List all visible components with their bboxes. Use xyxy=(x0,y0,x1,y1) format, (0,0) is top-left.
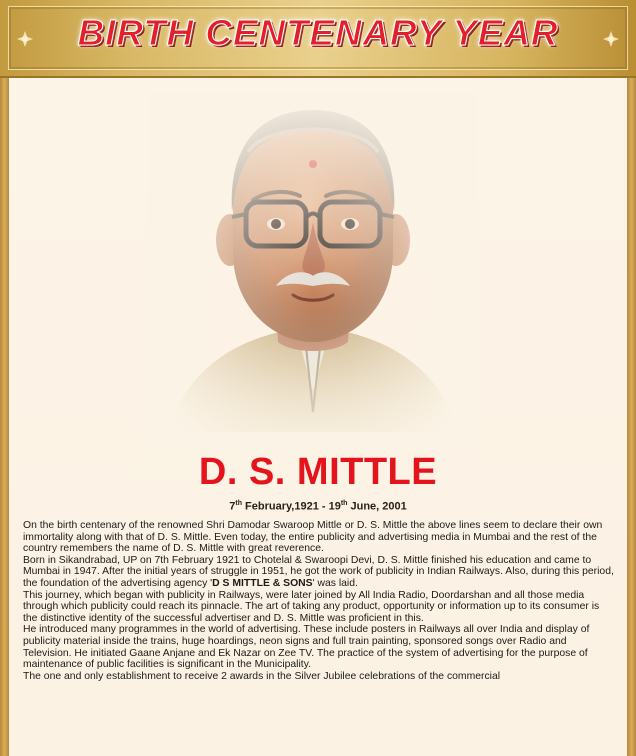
paragraph-2-end: ' was laid. xyxy=(312,577,358,589)
paragraph-4: He introduced many programmes in the world of advertising. These include posters in Railways all over India and display of publicity material inside the trains, huge hoardings, neon signs and full train painting, sponsored songs over Radio and Television. He initiated Gaane Anjane and Ek Nazar on Zee TV. The practice of the system of advertising for the purpose of maintenance of public facilities is significant in the Municipality. xyxy=(23,624,590,671)
person-name: D. S. MITTLE xyxy=(198,451,438,493)
birth-suffix: th xyxy=(235,500,242,507)
left-border xyxy=(0,78,9,756)
paragraph-2-text: Born in Sikandrabad, UP on 7th February 1921 to Chotelal & Swaroopi Devi, D. S. Mittle finished his education and came to Mumbai in 1947. After the initial years of struggle in 1951, he got the work of publicity in Indian Railways. Also, during this period, the foundation of the advertising agency ' xyxy=(23,554,614,589)
paragraph-2 xyxy=(23,555,616,590)
biography-text xyxy=(23,520,616,682)
paragraph-3: This journey, which began with publicity in Railways, were later joined by All India Radio, Doordarshan and all those media through which publicity could reach its pinnacle. The art of taking any product, opportunity or information up to its consumer is the distinctive identity of the successful advertiser and D. S. Mittle was proficient in this. xyxy=(23,589,600,624)
death-rest: June, 2001 xyxy=(347,500,407,513)
portrait-image xyxy=(148,92,478,452)
birth-rest: February,1921 - 19 xyxy=(241,500,341,513)
death-suffix: th xyxy=(340,500,348,507)
agency-name: D S MITTLE & SONS xyxy=(212,577,313,589)
birth-day: 7 xyxy=(229,500,236,513)
paragraph-5: The one and only establishment to receive 2 awards in the Silver Jubilee celebrations of the commercial xyxy=(23,670,501,682)
title-banner xyxy=(0,0,636,78)
banner-title: BIRTH CENTENARY YEAR xyxy=(77,12,559,53)
paragraph-1: On the birth centenary of the renowned Shri Damodar Swaroop Mittle or D. S. Mittle the above lines seem to declare their own immortality along with that of D. S. Mittle. Even today, the entire publicity and advertising media in Mumbai and the rest of the country remembers the name of D. S. Mittle with great reverence. xyxy=(23,520,603,555)
life-dates xyxy=(0,497,636,514)
right-border xyxy=(627,78,636,756)
